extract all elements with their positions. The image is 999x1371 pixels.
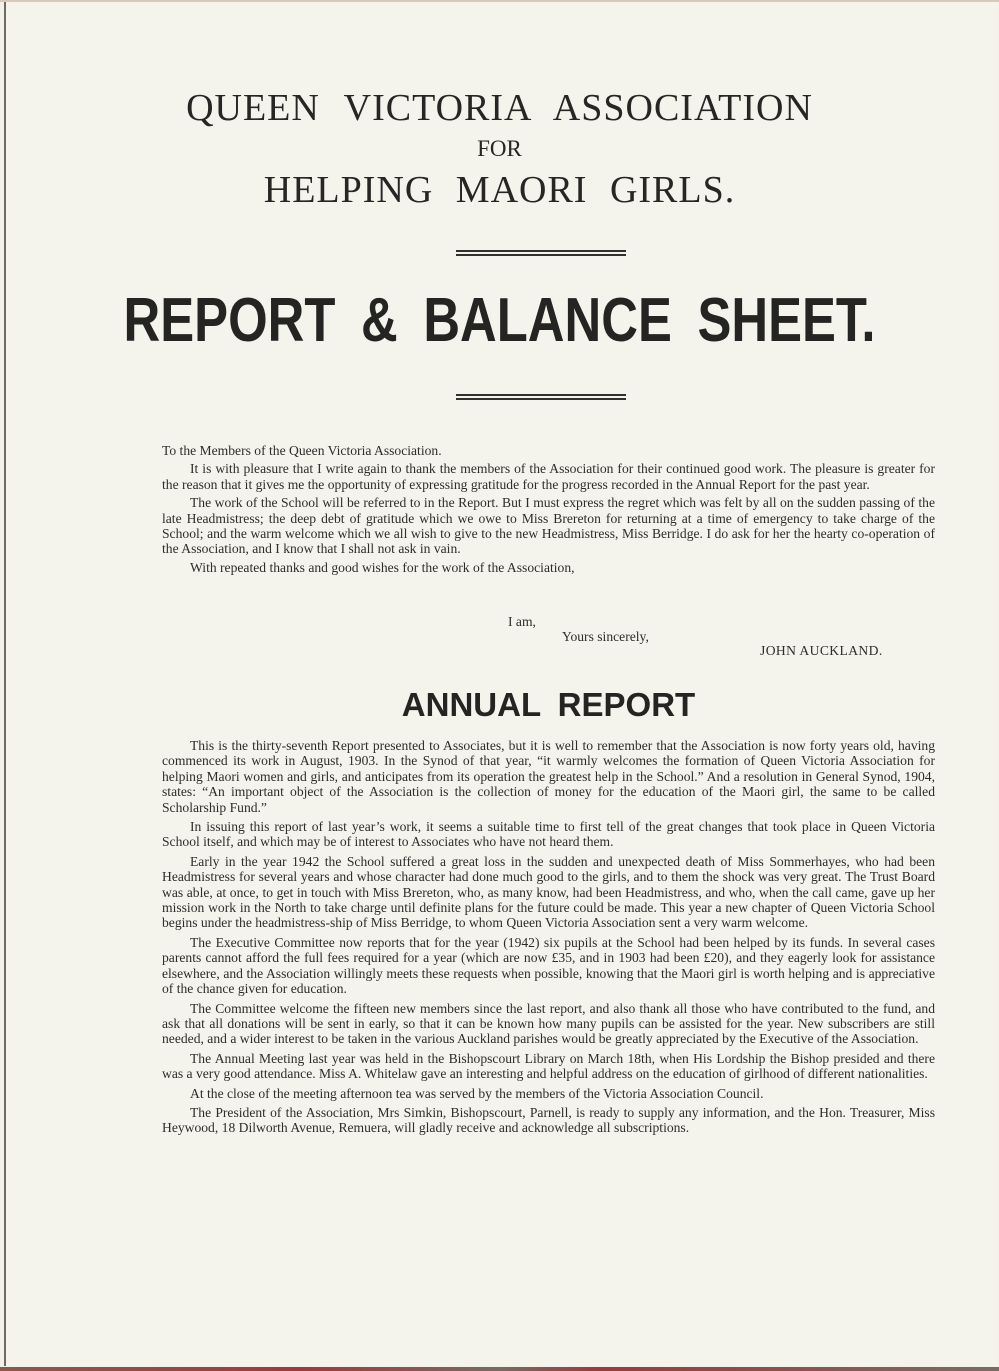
letter-paragraph: With repeated thanks and good wishes for the work of the Association, xyxy=(190,559,575,575)
annual-report-heading: ANNUAL REPORT xyxy=(401,686,696,723)
report-paragraph: The Executive Committee now reports that for the year (1942) six pupils at the School had been helped by its funds. In several cases parents cannot afford the full fees required for a year (which are now £35, and in 1903 had been £20), and they eagerly look for assistance elsewhere, and the Association willingly meets these requests when possible, knowing that the Maori girl is worth helping and is appreciative of the chance given for education. xyxy=(162,934,935,997)
report-paragraph: The Annual Meeting last year was held in the Bishopscourt Library on March 18th, when His Lordship the Bishop presided and there was a very good attendance. Miss A. Whitelaw gave an interesting and helpful address on the education of girlhood of different nationalities. xyxy=(162,1050,935,1082)
report-paragraph: This is the thirty-seventh Report presented to Associates, but it is well to remember that the Association is now forty years old, having commenced its work in August, 1903. In the Synod of that year, “it warmly welcomes the formation of Queen Victoria Association for helping Maori women and girls, and anticipates from its operation the greatest help in the School.” And a resolution in General Synod, 1904, states: “An important object of the Association is the collection of money for the education of the Maori girl, the same to be called Scholarship Fund.” xyxy=(162,738,935,815)
letter-closing-i-am: I am, xyxy=(508,614,536,629)
page-bottom-edge xyxy=(0,1367,999,1371)
organization-name-line3: HELPING MAORI GIRLS. xyxy=(263,169,736,211)
letter-signature: JOHN AUCKLAND. xyxy=(760,643,883,658)
annual-report-body xyxy=(162,738,935,1140)
letter-salutation: To the Members of the Queen Victoria Association. xyxy=(162,443,442,458)
report-paragraph: The President of the Association, Mrs Simkin, Bishopscourt, Parnell, is ready to supply any information, and the Hon. Treasurer, Miss Heywood, 18 Dilworth Avenue, Remuera, will gladly receive and acknowledge all subscriptions. xyxy=(162,1104,935,1136)
report-paragraph: The Committee welcome the fifteen new members since the last report, and also thank all those who have contributed to the fund, and ask that all donations will be sent in early, so that it can be known how many pupils can be assisted for the year. New subscribers are still needed, and a wider interest to be taken in the various Auckland parishes would be greatly appreciated by the Executive of the Association. xyxy=(162,1000,935,1047)
letter-paragraph: It is with pleasure that I write again to thank the members of the Association for their continued good work. The pleasure is greater for the reason that it gives me the opportunity of expressing gratitude for the progress recorded in the Annual Report for the past year. xyxy=(162,461,935,492)
organization-name-line1: QUEEN VICTORIA ASSOCIATION xyxy=(186,87,813,129)
letter-paragraph: The work of the School will be referred to in the Report. But I must express the regret which was felt by all on the sudden passing of the late Headmistress; the deep debt of gratitude which we owe to Miss Brereton for returning at a time of emergency to take charge of the School; and the warm welcome which we all wish to give to the new Headmistress, Miss Berridge. I do ask for her the hearty co-operation of the Association, and I know that I shall not ask in vain. xyxy=(162,495,935,557)
report-paragraph: Early in the year 1942 the School suffered a great loss in the sudden and unexpected death of Miss Sommerhayes, who had been Headmistress for several years and whose character had done much good to the girls, and to them the shock was very great. The Trust Board was able, at once, to get in touch with Miss Brereton, who, as many know, had been Headmistress, and who, when the call came, gave up her mission work in the North to take charge until definite plans for the future could be made. This year a new chapter of Queen Victoria School begins under the headmistress-ship of Miss Berridge, to whom Queen Victoria Association sent a very warm welcome. xyxy=(162,853,935,931)
double-rule-divider xyxy=(456,250,626,256)
report-paragraph: In issuing this report of last year’s work, it seems a suitable time to first tell of the great changes that took place in Queen Victoria School itself, and which may be of interest to Associates who have not heard them. xyxy=(162,819,935,850)
double-rule-divider xyxy=(456,394,626,400)
report-paragraph: At the close of the meeting afternoon tea was served by the members of the Victoria Association Council. xyxy=(190,1085,764,1101)
bishop-letter xyxy=(162,443,935,578)
page-title: REPORT & BALANCE SHEET. xyxy=(123,286,876,355)
organization-name-line2: FOR xyxy=(477,136,522,161)
letter-closing-yours: Yours sincerely, xyxy=(562,629,649,644)
